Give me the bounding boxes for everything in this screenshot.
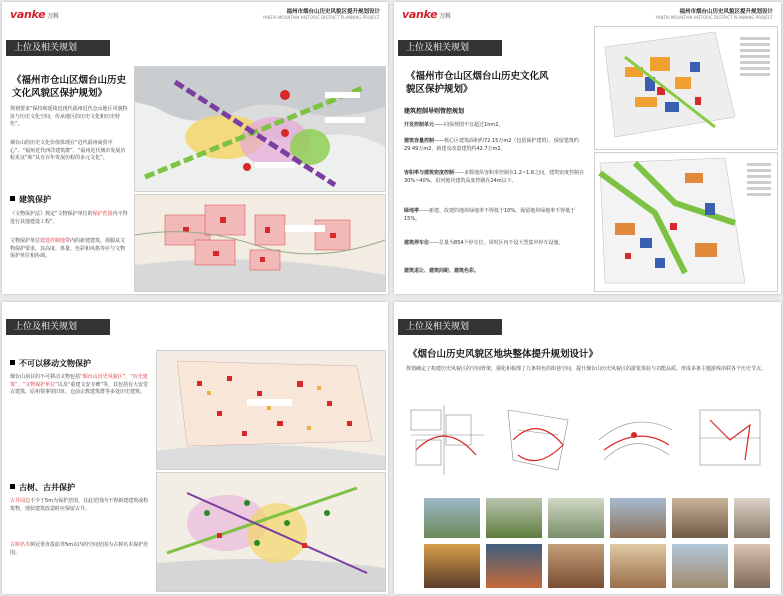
photo-2 [486,498,542,538]
slide-2 [394,2,781,294]
bullet-square-icon [10,196,15,201]
photo-9 [548,544,604,588]
project-title-cn: 福州市烟台山历史风貌区提升规划设计 [679,9,773,15]
slide-1 [2,2,388,294]
rule-1: 开发控制单元——同保规图不宜超过1hm2。 [404,122,504,128]
paragraph-2: 烟台山的历史文化价值体现在“近代福州商贸中心”、“福州近代西洋建筑群”、“福州近代城市发展历程见证”和“具有百年发展历程的多元文化”。 [10,140,126,161]
paragraph-relics: 烟台山项目的不可移动文物包括“烟台山历史风貌区”、“历史建筑”、“文物保护单位”以及“重建文安寺碑”等，其包括有大安堂古建筑、原州领事馆旧址、仓前宗教建筑群等多处历史建筑。 [10,374,148,395]
street-sketch-2 [498,400,580,480]
slide-3 [2,302,388,594]
photo-7 [424,544,480,588]
paragraph-1: 规划要求“保持和延续近现代福州近代仓山地区风貌特征与历史文化空间，传承地区的历史文化和历史特色”。 [10,106,128,127]
street-sketch-4 [690,400,772,480]
slide-title: 《福州市仓山区烟台山历史文化风貌区保护规划》 [12,75,127,99]
subheading-control-rules: 建筑控制导则管控规划 [404,108,465,115]
vanke-logo: vanke 万科 [10,8,59,21]
photo-10 [610,544,666,588]
photo-1 [424,498,480,538]
project-title-cn: 福州市烟台山历史风貌区提升规划设计 [286,9,380,15]
vanke-logo: vanke 万科 [402,8,451,21]
project-header [656,7,773,20]
rule-4: 绿地率——新建、改建的地块绿地率不得低于10%，保留地块绿地率不得低于15%。 [404,208,576,222]
slide-title: 《烟台山历史风貌区地块整体提升规划设计》 [408,349,599,360]
rule-5: 建筑停车位——总量为854个停车位，同时区内不设大型集中停车设施。 [404,240,564,246]
regional-plan-map [134,66,386,192]
photo-11 [672,544,728,588]
subheading-ancient-trees-wells: 古树、古井保护 [10,482,75,493]
paragraph-3: 《文物保护法》规定“文物保护单位的保护范围内不得进行其他建设工程”。 [10,211,128,225]
photo-6 [734,498,770,538]
paragraph-wells: 古井周边不少于5m为保护范围，在此范围内不得新建建筑或构筑物，现状建筑改造时应保留古井。 [10,498,149,512]
section-bar: 上位及相关规划 [398,319,502,335]
rule-2: 建筑容量控制——核心区建筑面积约72.15万m2（包括保护建筑），保留建筑约29.49万m2，新建及改造建筑约42.7万m2。 [404,138,579,152]
zoning-map-top [594,26,778,150]
bullet-square-icon [10,484,15,489]
paragraph-trees: 古树名木树冠垂直投影外5m以内的空间范围为古树名木保护范围。 [10,542,149,556]
photo-4 [610,498,666,538]
project-title-en: YANTAI MOUNTAIN HISTORIC DISTRICT PLANNING PROJECT [262,15,380,20]
slide-title: 《福州市仓山区烟台山历史文化风貌区保护规划》 [406,71,549,95]
street-sketch-1 [406,400,488,480]
project-header [263,7,380,20]
building-protection-map [134,194,386,292]
project-title-en: YANTAI MOUNTAIN HISTORIC DISTRICT PLANNING PROJECT [655,15,773,20]
photo-3 [548,498,604,538]
photo-12 [734,544,770,588]
section-bar: 上位及相关规划 [398,40,502,56]
relics-map [156,350,386,470]
slide-4 [394,302,781,594]
trees-wells-map [156,472,386,592]
subheading-building-protection: 建筑保护 [10,194,51,205]
photo-5 [672,498,728,538]
paragraph-4: 文物保护单位建设控制地带内的新建建筑，须服从文物保护要求，其高度、体量、色彩和风格等应与文物保护单位相协调。 [10,238,126,259]
paragraph-intro: 规划确定了构建历史风貌区的空间骨架，强化和梳理了九条特色的街巷空间，提升烟台山历史风貌区的游览体验与功能品质，形成多条主题游线串联各个历史节点。 [406,366,767,372]
bullet-square-icon [10,360,15,365]
section-bar: 上位及相关规划 [6,319,110,335]
zoning-map-bottom [594,152,778,292]
photo-8 [486,544,542,588]
rule-6: 建筑退让、建筑间距、建筑色彩。 [404,268,480,274]
street-sketch-3 [594,400,676,480]
rule-3: 容积率与建筑密度控制——多数地块容积率控制在1.2~1.8之间，建筑密度控制在30%~40%，沿河地块建筑高度控制在24m以下。 [404,170,585,184]
section-bar: 上位及相关规划 [6,40,110,56]
subheading-immovable-relics: 不可以移动文物保护 [10,358,91,369]
